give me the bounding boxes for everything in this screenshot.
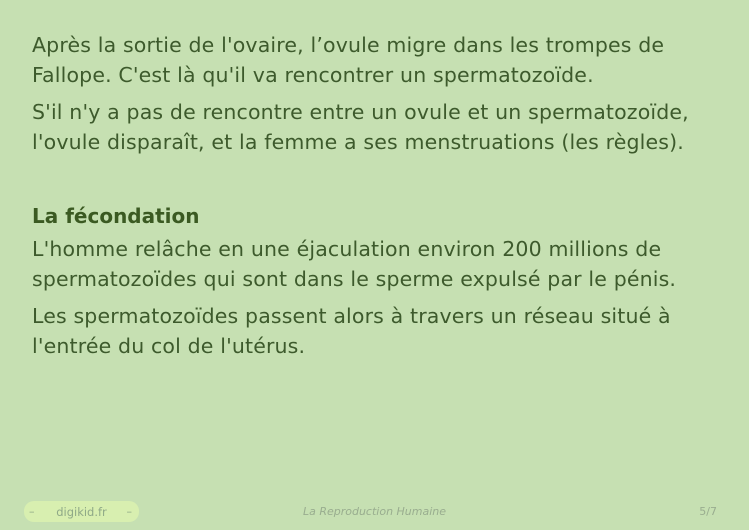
paragraph-menstruation: S'il n'y a pas de rencontre entre un ovule et un spermatozoïde, l'ovule disparaît, et la femme a ses menstruations (les règles). [32,100,689,154]
paragraph-ejaculation: L'homme relâche en une éjaculation environ 200 millions de spermatozoïdes qui sont dans le sperme expulsé par le pénis. [32,237,677,291]
site-label: digikid.fr [56,504,107,519]
paragraph-cervix: Les spermatozoïdes passent alors à travers un réseau situé à l'entrée du col de l'utérus. [32,304,671,358]
paragraph-ovule-migration: Après la sortie de l'ovaire, l’ovule migre dans les trompes de Fallope. C'est là qu'il va rencontrer un spermatozoïde. [32,33,665,87]
page-number: 5/7 [699,505,717,518]
section-heading: La fécondation [32,204,200,228]
dash-right-icon: – [126,505,132,518]
slide-content [32,31,722,369]
document-title: La Reproduction Humaine [302,505,447,518]
dash-left-icon: – [29,505,35,518]
